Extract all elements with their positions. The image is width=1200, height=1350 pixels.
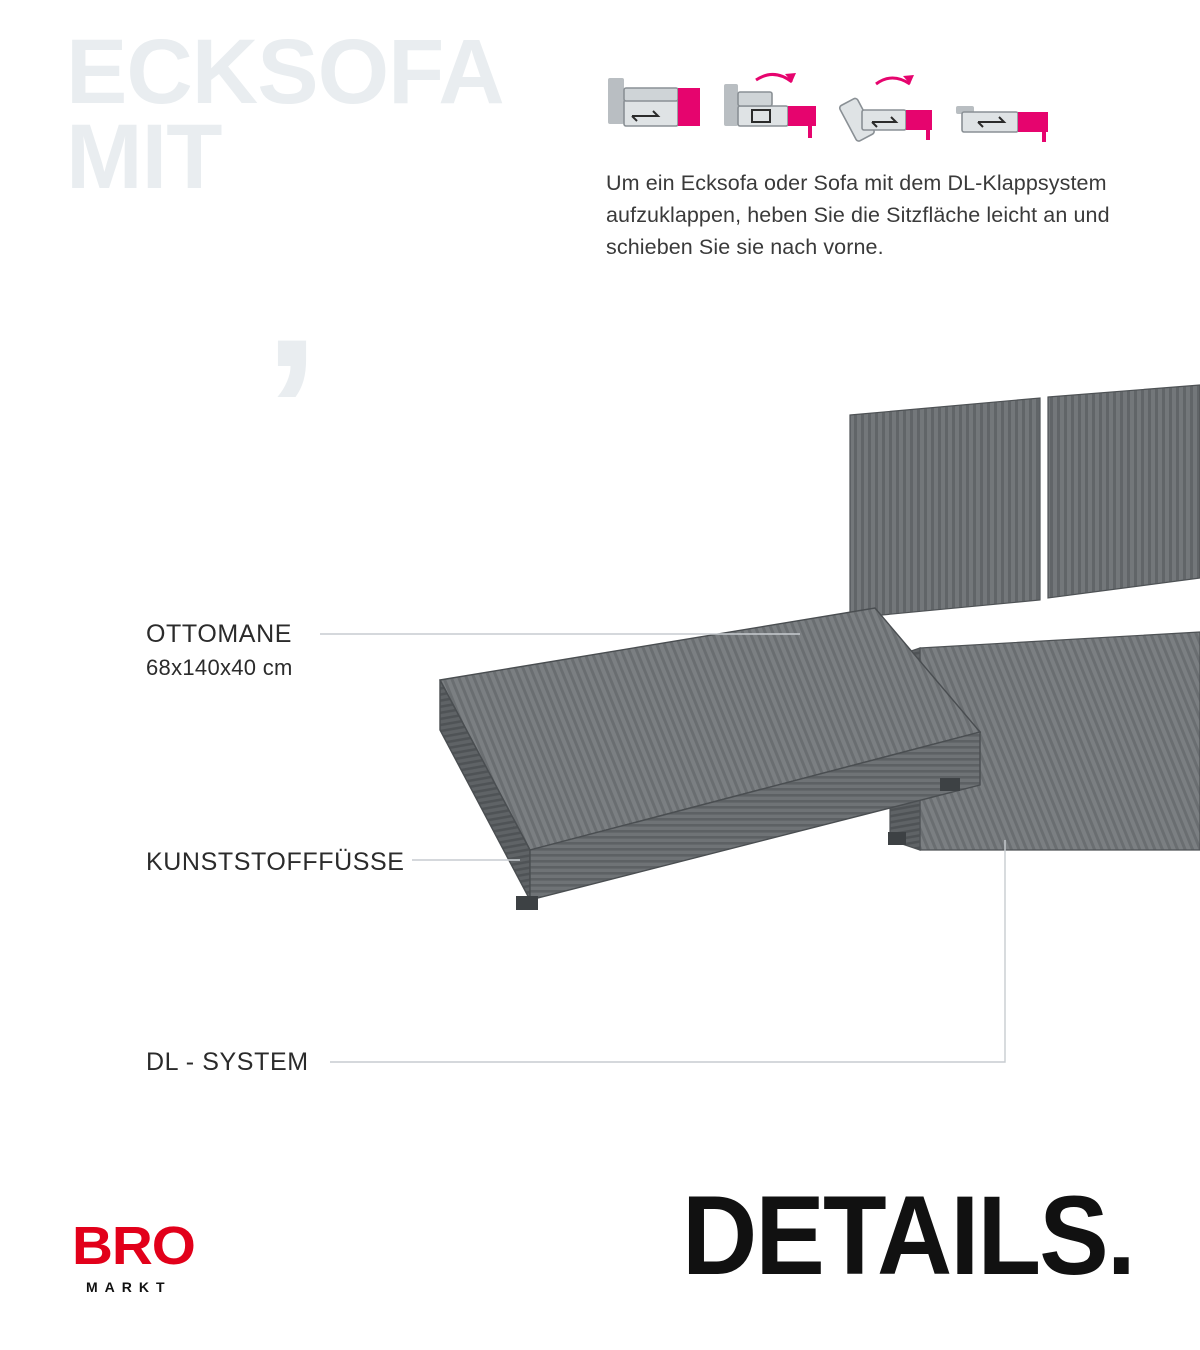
brand-logo-name: BRO xyxy=(72,1216,195,1276)
sofa-lift-backrest-icon xyxy=(838,66,934,146)
details-wordmark: DETAILS. xyxy=(682,1173,1134,1298)
callout-plastic-feet-title: KUNSTSTOFFFÜSSE xyxy=(146,848,405,876)
sofa-illustration xyxy=(420,380,1200,920)
instruction-block xyxy=(606,60,1136,285)
watermark-line-1: ECKSOFA xyxy=(66,21,504,123)
callout-dl-system-title: DL - SYSTEM xyxy=(146,1048,309,1076)
sofa-closed-icon xyxy=(606,66,702,146)
brand-logo-tagline: MARKT xyxy=(86,1279,172,1295)
watermark-quote-glyph: ‚ xyxy=(264,186,320,409)
watermark-headline xyxy=(66,21,504,409)
sofa-open-bed-icon xyxy=(954,66,1050,146)
watermark-line-2: MIT xyxy=(66,105,222,208)
instruction-text: Um ein Ecksofa oder Sofa mit dem DL-Klappsystem aufzuklappen, heben Sie die Sitzfläche leicht an und schieben Sie sie nach vorne. xyxy=(606,171,1110,259)
callout-ottomane-title: OTTOMANE xyxy=(146,620,293,648)
brand-logo xyxy=(72,1216,292,1295)
callout-plastic-feet xyxy=(146,848,405,877)
dl-system-icon-row xyxy=(606,60,1136,146)
callout-ottomane-dimensions: 68x140x40 cm xyxy=(146,655,293,680)
callout-dl-system xyxy=(146,1048,309,1077)
sofa-pull-seat-icon xyxy=(722,66,818,146)
callout-ottomane xyxy=(146,620,293,681)
